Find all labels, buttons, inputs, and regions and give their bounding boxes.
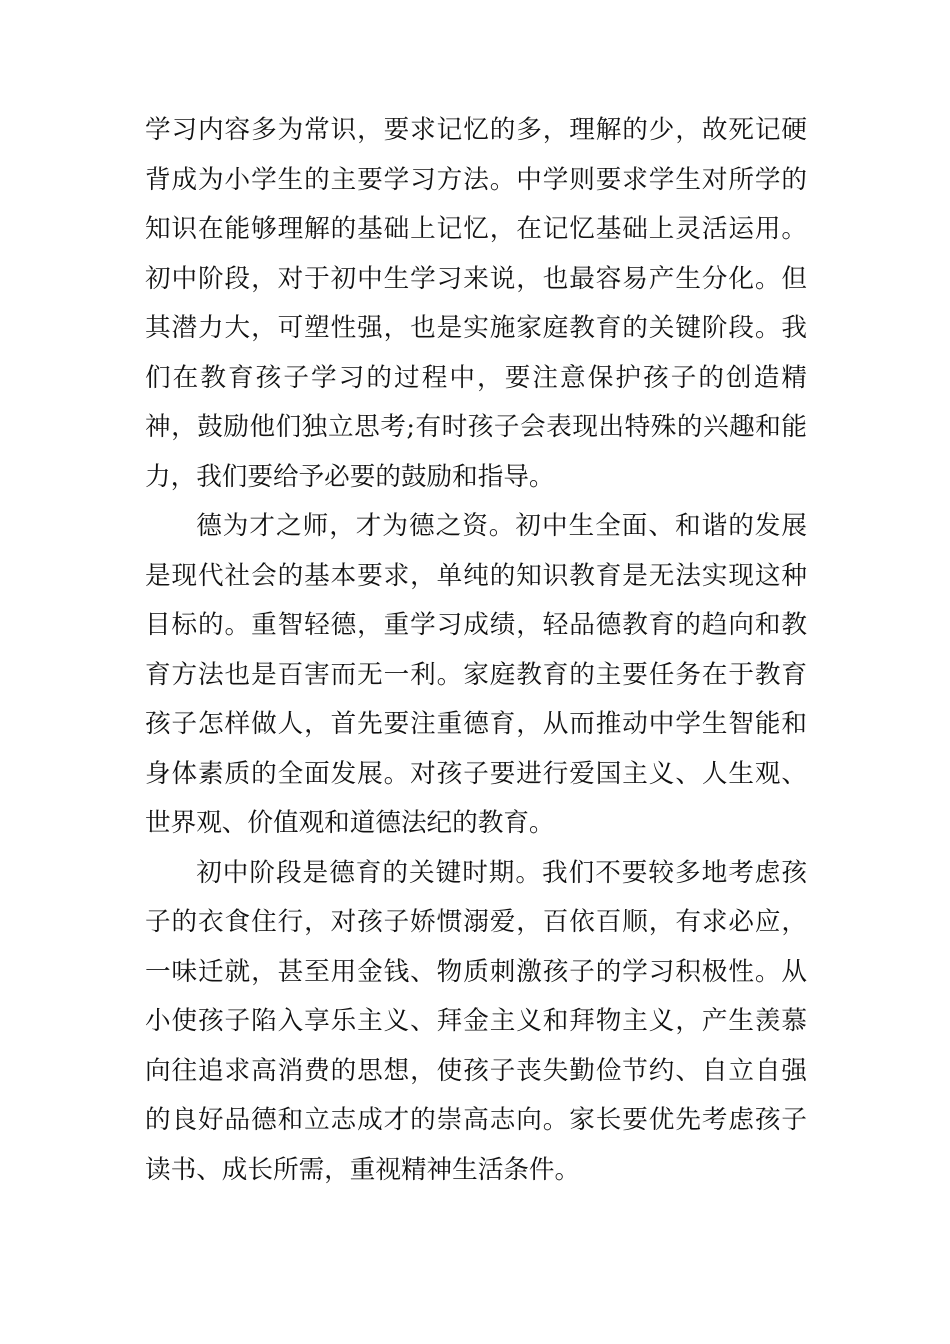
paragraph-2: 德为才之师，才为德之资。初中生全面、和谐的发展是现代社会的基本要求，单纯的知识教育是无法实现这种目标的。重智轻德，重学习成绩，轻品德教育的趋向和教育方法也是百害而无一利。家庭教育的主要任务在于教育孩子怎样做人，首先要注重德育，从而推动中学生智能和身体素质的全面发展。对孩子要进行爱国主义、人生观、世界观、价值观和道德法纪的教育。 (145, 511, 807, 838)
paragraph-3: 初中阶段是德育的关键时期。我们不要较多地考虑孩子的衣食住行，对孩子娇惯溺爱，百依百顺，有求必应，一味迁就，甚至用金钱、物质刺激孩子的学习积极性。从小使孩子陷入享乐主义、拜金主义和拜物主义，产生羡慕向往追求高消费的思想，使孩子丧失勤俭节约、自立自强的良好品德和立志成才的崇高志向。家长要优先考虑孩子读书、成长所需，重视精神生活条件。 (145, 857, 807, 1185)
paragraph-1: 学习内容多为常识，要求记忆的多，理解的少，故死记硬背成为小学生的主要学习方法。中学则要求学生对所学的知识在能够理解的基础上记忆，在记忆基础上灵活运用。初中阶段，对于初中生学习来说，也最容易产生分化。但其潜力大，可塑性强，也是实施家庭教育的关键阶段。我们在教育孩子学习的过程中，要注意保护孩子的创造精神，鼓励他们独立思考;有时孩子会表现出特殊的兴趣和能力，我们要给予必要的鼓励和指导。 (145, 115, 807, 492)
document-body (145, 106, 807, 1195)
